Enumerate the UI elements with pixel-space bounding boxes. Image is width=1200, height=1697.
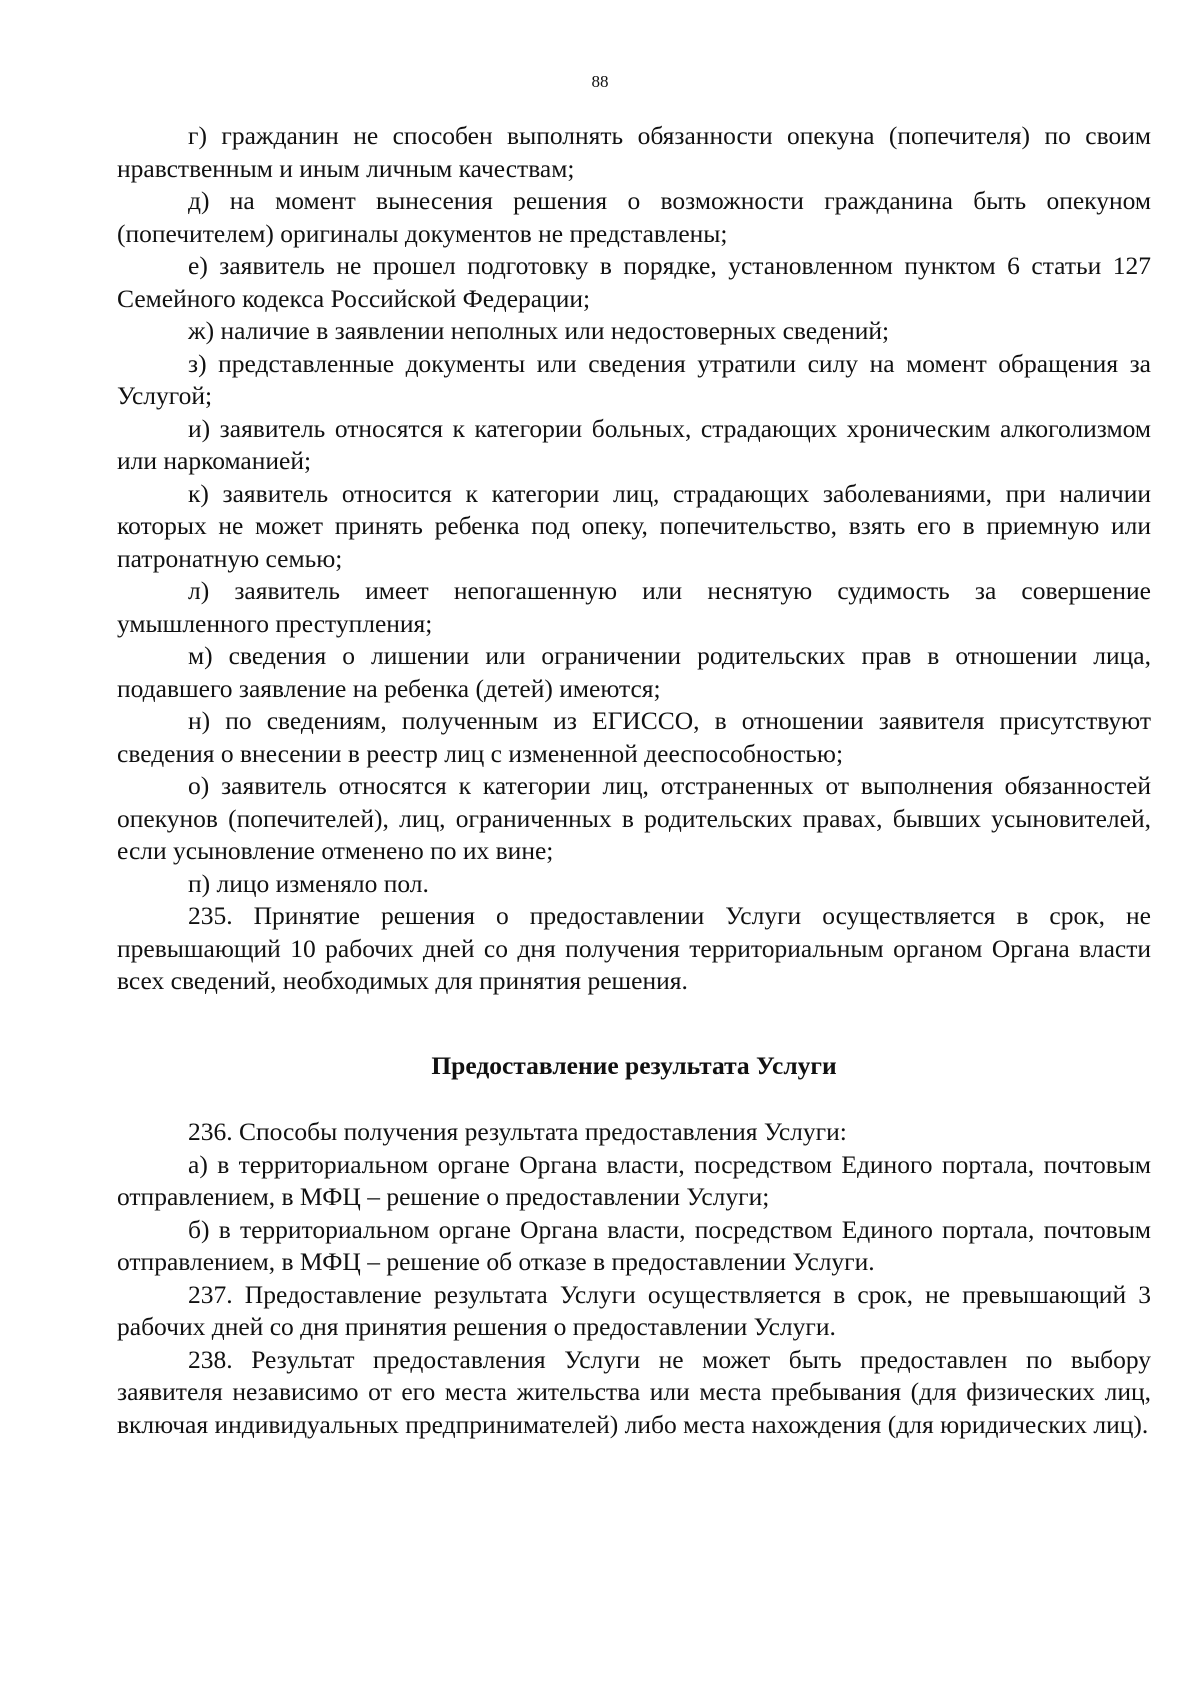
paragraph-238: 238. Результат предоставления Услуги не может быть предоставлен по выбору заявителя независимо от его места жительства или места пребывания (для физических лиц, включая индивидуальных предпринимателей) либо места нахождения (для юридических лиц). — [117, 1344, 1151, 1439]
paragraph-item-k: к) заявитель относится к категории лиц, страдающих заболеваниями, при наличии которых не может принять ребенка под опеку, попечительство, взять его в приемную или патронатную семью; — [117, 478, 1151, 573]
paragraph-235: 235. Принятие решения о предоставлении Услуги осуществляется в срок, не превышающий 10 рабочих дней со дня получения территориальным органом Органа власти всех сведений, необходимых для принятия решения. — [117, 901, 1151, 995]
paragraph-item-d: д) на момент вынесения решения о возможности гражданина быть опекуном (попечителем) оригиналы документов не представлены; — [117, 186, 1151, 248]
paragraph-item-b: б) в территориальном органе Органа власти, посредством Единого портала, почтовым отправлением, в МФЦ – решение об отказе в предоставлении Услуги. — [117, 1214, 1151, 1276]
paragraph-item-n: н) по сведениям, полученным из ЕГИССО, в отношении заявителя присутствуют сведения о внесении в реестр лиц с измененной дееспособностью; — [117, 706, 1151, 768]
paragraph-236: 236. Способы получения результата предоставления Услуги: — [188, 1117, 847, 1146]
paragraph-item-m: м) сведения о лишении или ограничении родительских прав в отношении лица, подавшего заявление на ребенка (детей) имеются; — [117, 641, 1151, 703]
document-body — [117, 120, 1151, 1441]
paragraph-item-g: г) гражданин не способен выполнять обязанности опекуна (попечителя) по своим нравственным и иным личным качествам; — [117, 121, 1151, 183]
paragraph-item-e: е) заявитель не прошел подготовку в порядке, установленном пунктом 6 статьи 127 Семейного кодекса Российской Федерации; — [117, 251, 1151, 313]
paragraph-item-zh: ж) наличие в заявлении неполных или недостоверных сведений; — [188, 316, 890, 345]
paragraph-item-o: о) заявитель относятся к категории лиц, отстраненных от выполнения обязанностей опекунов (попечителей), лиц, ограниченных в родительских правах, бывших усыновителей, если усыновление отменено по их вине; — [117, 771, 1151, 865]
paragraph-237: 237. Предоставление результата Услуги осуществляется в срок, не превышающий 3 рабочих дней со дня принятия решения о предоставлении Услуги. — [117, 1279, 1151, 1341]
paragraph-item-a: а) в территориальном органе Органа власти, посредством Единого портала, почтовым отправлением, в МФЦ – решение о предоставлении Услуги; — [117, 1149, 1151, 1211]
page-number: 88 — [591, 72, 609, 91]
paragraph-item-z: з) представленные документы или сведения утратили силу на момент обращения за Услугой; — [117, 348, 1151, 410]
section-title: Предоставление результата Услуги — [431, 1050, 837, 1080]
paragraph-item-l: л) заявитель имеет непогашенную или неснятую судимость за совершение умышленного преступления; — [117, 576, 1151, 638]
paragraph-item-i: и) заявитель относятся к категории больных, страдающих хроническим алкоголизмом или наркоманией; — [117, 413, 1151, 475]
paragraph-item-p: п) лицо изменяло пол. — [188, 868, 429, 898]
